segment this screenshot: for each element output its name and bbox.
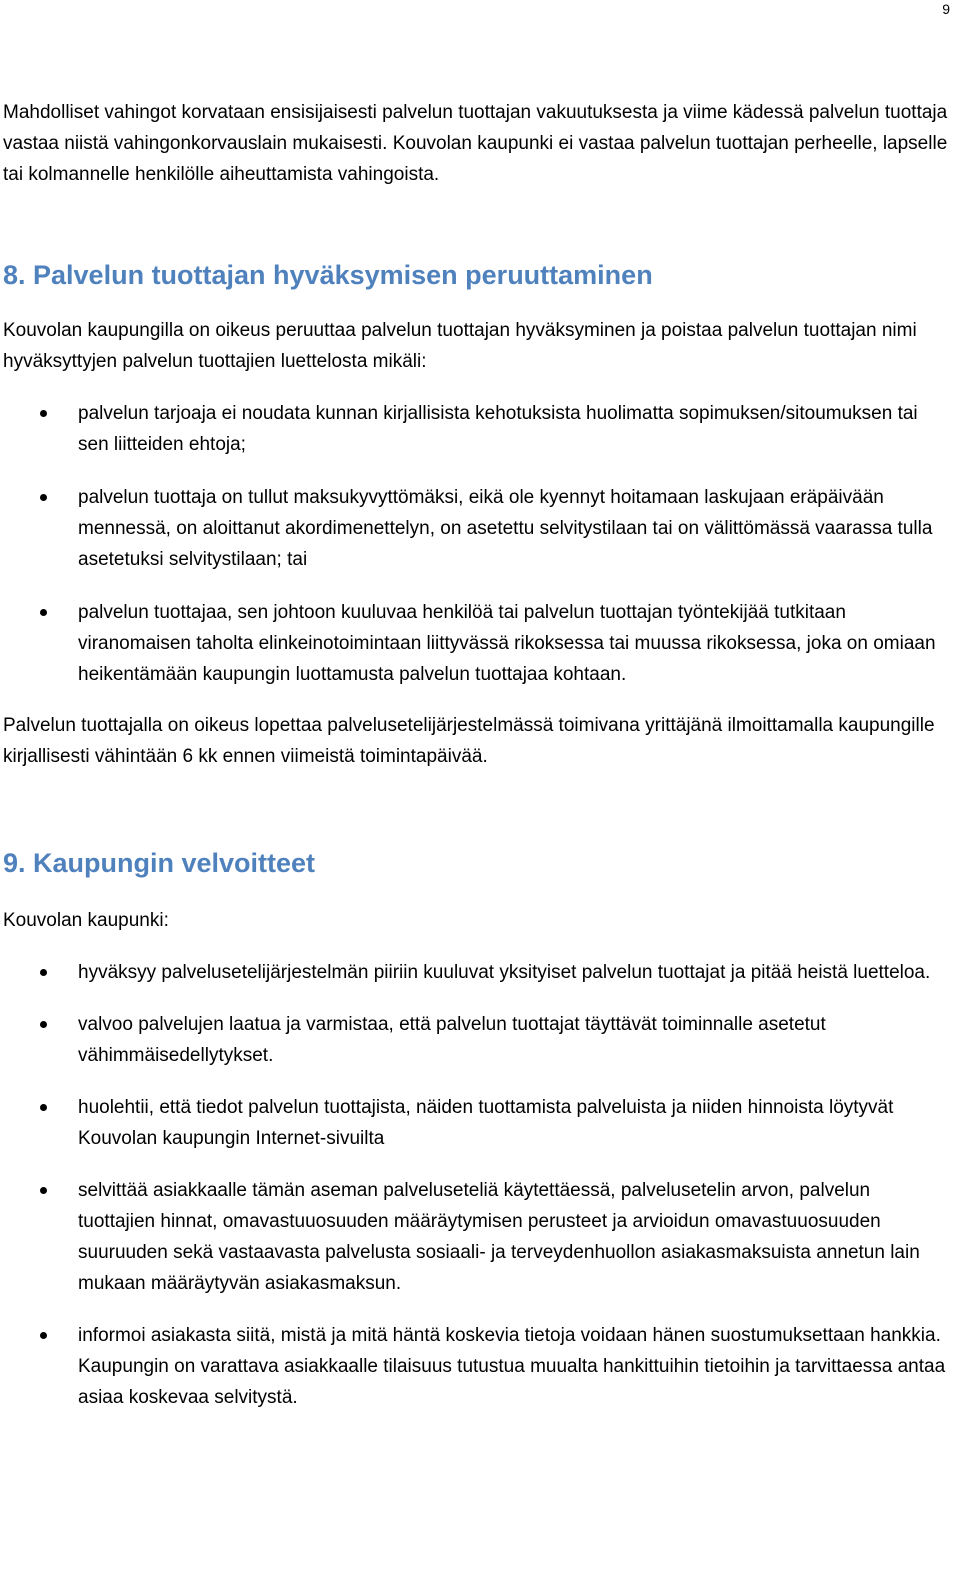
bullet-icon <box>40 410 47 417</box>
bullet-icon <box>40 494 47 501</box>
bullet-icon <box>40 1332 47 1339</box>
section-8-heading: 8. Palvelun tuottajan hyväksymisen peruuttaminen <box>3 260 653 290</box>
bullet-icon <box>40 1187 47 1194</box>
list-item: valvoo palvelujen laatua ja varmistaa, että palvelun tuottajat täyttävät toiminnalle asetetut vähimmäisedellytykset. <box>3 1009 948 1071</box>
list-item: huolehtii, että tiedot palvelun tuottajista, näiden tuottamista palveluista ja niiden hinnoista löytyvät Kouvolan kaupungin Internet-sivuilta <box>3 1092 948 1154</box>
intro-paragraph: Mahdolliset vahingot korvataan ensisijaisesti palvelun tuottajan vakuutuksesta ja viime kädessä palvelun tuottaja vastaa niistä vahingonkorvauslain mukaisesti. Kouvolan kaupunki ei vastaa palvelun tuottajan perheelle, lapselle tai kolmannelle henkilölle aiheuttamista vahingoista. <box>3 102 948 185</box>
document-body <box>3 97 948 1413</box>
section-9-lead: Kouvolan kaupunki: <box>3 910 169 931</box>
list-item: palvelun tarjoaja ei noudata kunnan kirjallisista kehotuksista huolimatta sopimuksen/sitoumuksen tai sen liitteiden ehtoja; <box>3 398 948 460</box>
bullet-icon <box>40 1104 47 1111</box>
bullet-icon <box>40 969 47 976</box>
section-8-closing: Palvelun tuottajalla on oikeus lopettaa palvelusetelijärjestelmässä toimivana yrittäjänä ilmoittamalla kaupungille kirjallisesti vähintään 6 kk ennen viimeistä toimintapäivää. <box>3 715 935 767</box>
list-item: selvittää asiakkaalle tämän aseman palveluseteliä käytettäessä, palvelusetelin arvon, palvelun tuottajien hinnat, omavastuuosuuden määräytymisen perusteet ja arvioidun omavastuuosuuden suuruuden sekä vastaavasta palvelusta sosiaali- ja terveydenhuollon asiakasmaksuista annetun lain mukaan määräytyvän asiakasmaksun. <box>3 1175 948 1299</box>
list-item: palvelun tuottaja on tullut maksukyvyttömäksi, eikä ole kyennyt hoitamaan laskujaan eräpäivään mennessä, on aloittanut akordimenettelyn, on asetettu selvitystilaan tai on välittömässä vaarassa tulla asetetuksi selvitystilaan; tai <box>3 482 948 575</box>
section-8-list <box>3 398 948 690</box>
section-9-heading: 9. Kaupungin velvoitteet <box>3 848 316 878</box>
section-8-lead: Kouvolan kaupungilla on oikeus peruuttaa palvelun tuottajan hyväksyminen ja poistaa palvelun tuottajan nimi hyväksyttyjen palvelun tuottajien luettelosta mikäli: <box>3 320 917 372</box>
bullet-icon <box>40 609 47 616</box>
page-number: 9 <box>942 1 950 17</box>
list-item: palvelun tuottajaa, sen johtoon kuuluvaa henkilöä tai palvelun tuottajan työntekijää tutkitaan viranomaisen taholta elinkeinotoimintaan liittyvässä rikoksessa tai muussa rikoksessa, joka on omiaan heikentämään kaupungin luottamusta palvelun tuottajaa kohtaan. <box>3 597 948 690</box>
section-9-list <box>3 957 948 1413</box>
list-item: hyväksyy palvelusetelijärjestelmän piiriin kuuluvat yksityiset palvelun tuottajat ja pitää heistä luetteloa. <box>3 957 948 988</box>
bullet-icon <box>40 1021 47 1028</box>
list-item: informoi asiakasta siitä, mistä ja mitä häntä koskevia tietoja voidaan hänen suostumuksettaan hankkia. Kaupungin on varattava asiakkaalle tilaisuus tutustua muualta hankittuihin tietoihin ja tarvittaessa antaa asiaa koskevaa selvitystä. <box>3 1320 948 1413</box>
